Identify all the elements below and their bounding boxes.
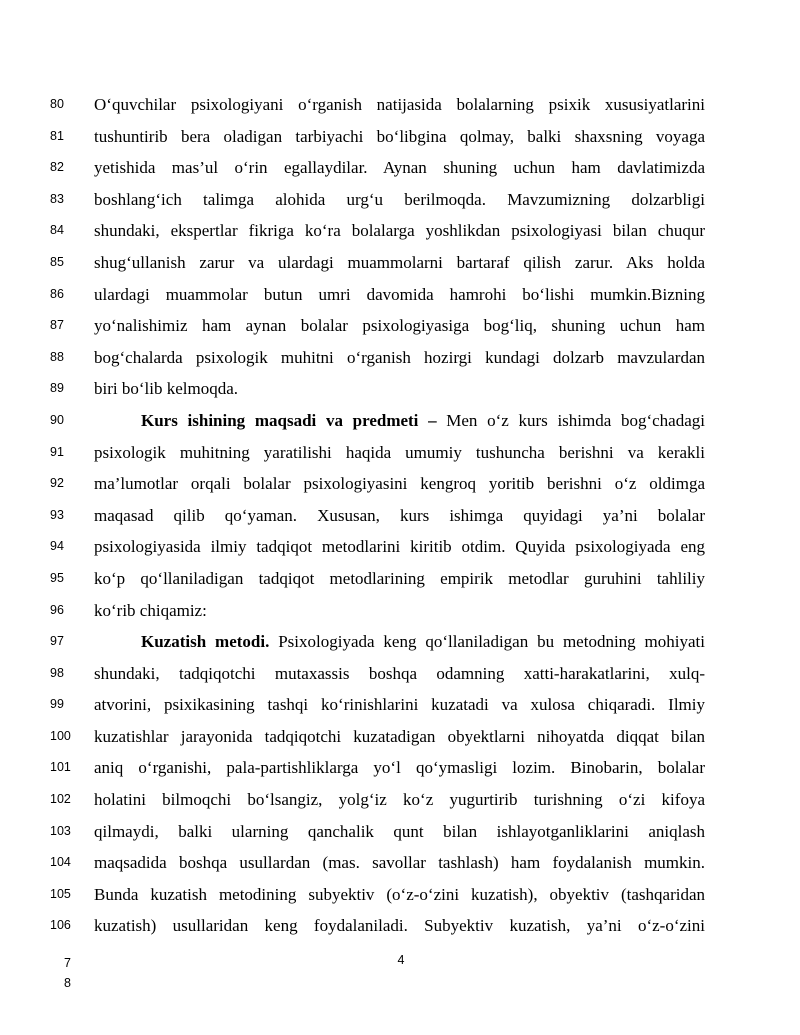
line-text: O‘quvchilar psixologiyani o‘rganish natijasida bolalarning psixik xususiyatlarini [94, 95, 705, 114]
footer-line-numbers [64, 953, 71, 993]
text-line [50, 342, 705, 374]
line-number: 87 [50, 318, 64, 333]
line-number: 103 [50, 823, 71, 838]
line-text: yo‘nalishimiz ham aynan bolalar psixologiyasiga bog‘liq, shuning uchun ham [94, 316, 705, 336]
body-text [50, 89, 705, 942]
line-text: atvorini, psixikasining tashqi ko‘rinishlarini kuzatadi va xulosa chiqaradi. Ilmiy [94, 695, 705, 715]
line-text: Psixologiyada keng qo‘llaniladigan bu metodning mohiyati [269, 632, 705, 652]
line-number: 96 [50, 602, 64, 617]
text-line [50, 500, 705, 532]
text-line [50, 215, 705, 247]
line-number: 101 [50, 760, 71, 775]
line-text: maqasad qilib qo‘yaman. Xususan, kurs ishimga quyidagi ya’ni bolalar [94, 505, 705, 525]
line-text: kuzatish) usullaridan keng foydalaniladi. Subyektiv kuzatish, ya’ni o‘z-o‘zini [94, 916, 705, 936]
line-number: 83 [50, 191, 64, 206]
text-line [50, 847, 705, 879]
text-line [50, 595, 705, 627]
text-line [50, 816, 705, 848]
text-line [50, 152, 705, 184]
text-line [50, 721, 705, 753]
line-number: 92 [50, 476, 64, 491]
text-line [50, 658, 705, 690]
line-text: holatini bilmoqchi bo‘lsangiz, yolg‘iz ko‘z yugurtirib turishning o‘zi kifoya [94, 790, 705, 810]
line-text: Bunda kuzatish metodining subyektiv (o‘z-o‘zini kuzatish), obyektiv (tashqaridan [94, 884, 705, 904]
line-text: ma’lumotlar orqali bolalar psixologiyasini kengroq yoritib berishni o‘z oldimga [94, 474, 705, 494]
line-number: 99 [50, 697, 64, 712]
text-line [50, 437, 705, 469]
text-line [50, 184, 705, 216]
line-number: 82 [50, 160, 64, 175]
text-line [50, 89, 705, 121]
line-number: 97 [50, 634, 64, 649]
line-text: biri bo‘lib kelmoqda. [94, 379, 239, 399]
line-number: 105 [50, 886, 71, 901]
line-number: 84 [50, 223, 64, 238]
line-number: 106 [50, 918, 71, 933]
line-number: 95 [50, 570, 64, 585]
section-heading: Kuzatish metodi. [141, 632, 270, 652]
text-line [50, 121, 705, 153]
line-number: 80 [50, 97, 64, 111]
line-text: Men o‘z kurs ishimda bog‘chadagi [436, 410, 705, 430]
line-text: bog‘chalarda psixologik muhitni o‘rganish hozirgi kundagi dolzarb mavzulardan [94, 347, 705, 367]
line-number: 86 [50, 286, 64, 301]
page-number: 4 [397, 953, 405, 967]
line-text: shug‘ullanish zarur va ulardagi muammolarni bartaraf qilish zarur. Aks holda [94, 252, 705, 272]
footer-line-number: 7 [64, 956, 71, 970]
line-number: 85 [50, 254, 64, 269]
section-heading: Kurs ishining maqsadi va predmeti – [141, 410, 437, 430]
text-line [50, 373, 705, 405]
line-text: qilmaydi, balki ularning qanchalik qunt bilan ishlayotganliklarini aniqlash [94, 821, 705, 841]
line-text: boshlang‘ich talimga alohida urg‘u berilmoqda. Mavzumizning dolzarbligi [94, 189, 705, 209]
text-line [50, 279, 705, 311]
line-number: 89 [50, 381, 64, 396]
line-text: yetishida mas’ul o‘rin egallaydilar. Aynan shuning uchun ham davlatimizda [94, 158, 705, 178]
line-number: 93 [50, 507, 64, 522]
line-text: ulardagi muammolar butun umri davomida hamrohi bo‘lishi mumkin.Bizning [94, 284, 705, 304]
text-line [50, 310, 705, 342]
line-text: ko‘rib chiqamiz: [94, 600, 207, 620]
line-number: 100 [50, 728, 71, 743]
line-text: ko‘p qo‘llaniladigan tadqiqot metodlarining empirik metodlar guruhini tahliliy [94, 568, 705, 588]
line-number: 102 [50, 792, 71, 807]
line-number: 91 [50, 444, 64, 459]
text-line [50, 689, 705, 721]
text-line [50, 752, 705, 784]
line-text: maqsadida boshqa usullardan (mas. savollar tashlash) ham foydalanish mumkin. [94, 853, 705, 873]
line-text: shundaki, ekspertlar fikriga ko‘ra bolalarga yoshlikdan psixologiyasi bilan chuqur [94, 221, 705, 241]
line-text: kuzatishlar jarayonida tadqiqotchi kuzatadigan obyektlarni nihoyatda diqqat bilan [94, 726, 705, 746]
line-number: 98 [50, 665, 64, 680]
text-line [50, 910, 705, 942]
line-text: psixologik muhitning yaratilishi haqida umumiy tushuncha berishni va kerakli [94, 442, 705, 462]
text-line [50, 468, 705, 500]
line-number: 94 [50, 539, 64, 554]
line-text: shundaki, tadqiqotchi mutaxassis boshqa odamning xatti-harakatlarini, xulq- [94, 663, 705, 683]
text-line [50, 879, 705, 911]
text-line [50, 531, 705, 563]
line-text: aniq o‘rganishi, pala-partishliklarga yo‘l qo‘ymasligi lozim. Binobarin, bolalar [94, 758, 705, 778]
line-number: 104 [50, 855, 71, 870]
footer-line-number: 8 [64, 976, 71, 990]
text-line [50, 563, 705, 595]
text-line [50, 626, 705, 658]
line-number: 88 [50, 349, 64, 364]
text-line [50, 247, 705, 279]
line-number: 81 [50, 128, 64, 143]
text-line [50, 784, 705, 816]
line-text: tushuntirib bera oladigan tarbiyachi bo‘libgina qolmay, balki shaxsning voyaga [94, 126, 705, 146]
text-line [50, 405, 705, 437]
line-text: psixologiyasida ilmiy tadqiqot metodlarini kiritib otdim. Quyida psixologiyada eng [94, 537, 705, 557]
line-number: 90 [50, 412, 64, 427]
